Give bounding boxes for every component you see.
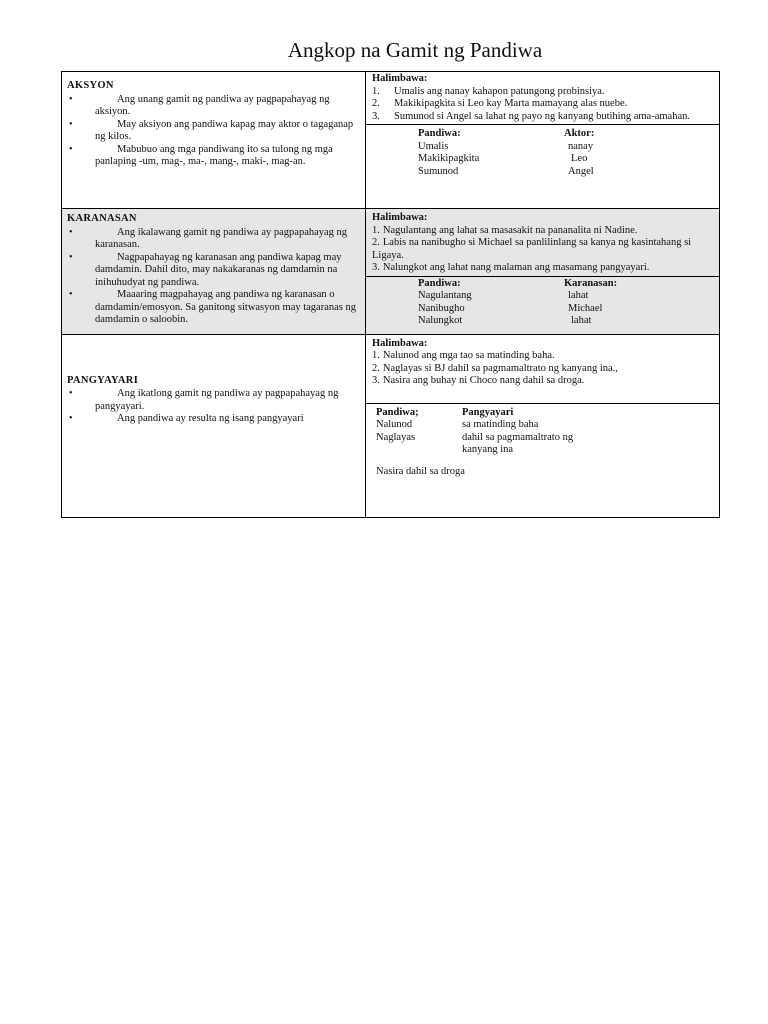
example-item: 1. Nagulantang ang lahat sa masasakit na pananalita ni Nadine. (372, 224, 638, 236)
example-item: 2. Makikipagkita si Leo kay Marta mamayang alas nuebe. (372, 98, 628, 109)
example-heading: Halimbawa: (372, 73, 428, 84)
column-header: Pangyayari (462, 406, 514, 418)
table-row: Sumunod Angel (418, 165, 594, 177)
bullet-item: • Ang ikatlong gamit ng pandiwa ay pagpapahayag ng pangyayari. (67, 388, 359, 413)
table-row: Naglayas dahil sa pagmamaltrato ng kanyang ina (376, 431, 574, 455)
example-block (366, 72, 719, 124)
example-table-wrap (366, 124, 719, 184)
table-row: Nalunod sa matinding baha (376, 419, 539, 430)
category-title: PANGYAYARI (67, 374, 139, 386)
example-table-wrap (366, 276, 719, 334)
bullet-item: • May aksiyon ang pandiwa kapag may aktor o tagaganap ng kilos. (67, 119, 359, 144)
table-row: Nanibugho Michael (418, 302, 603, 314)
column-header: Karanasan: (564, 277, 618, 289)
table-row: Nagulantang lahat (418, 290, 589, 301)
column-header: Pandiwa; (376, 406, 419, 418)
table-row: Umalis nanay (418, 140, 594, 152)
example-cell-karanasan (366, 209, 720, 335)
bullet-item: • Nagpapahayag ng karanasan ang pandiwa kapag may damdamin. Dahil dito, may nakakaranas ng damdamin na inihuhudyat ng pandiwa. (67, 252, 359, 290)
category-title: KARANASAN (67, 213, 137, 224)
table-row: Makikipagkita Leo (418, 153, 588, 164)
page-title: Angkop na Gamit ng Pandiwa (287, 38, 543, 62)
category-cell-pangyayari (62, 334, 366, 517)
row-karanasan (62, 209, 720, 335)
verb-actor-table (418, 128, 594, 178)
table-row: Nalungkot lahat (418, 315, 592, 326)
bullet-item: • Ang ikalawang gamit ng pandiwa ay pagpapahayag ng karanasan. (67, 227, 359, 252)
bullet-item: • Ang pandiwa ay resulta ng isang pangyayari (67, 413, 359, 426)
example-list (372, 86, 713, 124)
bullet-item: • Maaaring magpahayag ang pandiwa ng karanasan o damdamin/emosyon. Sa ganitong sitwasyon may tagaranas ng damdamin o saloobin. (67, 289, 359, 327)
example-item: 3. Nasira ang buhay ni Choco nang dahil sa droga. (372, 375, 585, 386)
example-item: 1. Umalis ang nanay kahapon patungong probinsiya. (372, 85, 605, 97)
category-cell-karanasan (62, 209, 366, 335)
example-cell-pangyayari (366, 334, 720, 517)
verb-event-table (376, 407, 582, 457)
example-item: 2. Labis na nanibugho si Michael sa panlilinlang sa kanya ng kasintahang si Ligaya. (372, 237, 692, 261)
usage-table (61, 71, 720, 518)
example-list (372, 225, 713, 275)
extra-example-line: Nasira dahil sa droga (376, 465, 465, 477)
row-pangyayari (62, 334, 720, 517)
verb-experience-table (418, 278, 617, 328)
example-block (366, 335, 719, 403)
column-header: Pandiwa: (418, 277, 461, 289)
category-title: AKSYON (67, 80, 114, 91)
row-aksyon (62, 72, 720, 209)
category-cell-aksyon (62, 72, 366, 209)
bullet-list (67, 388, 359, 426)
example-heading: Halimbawa: (372, 212, 428, 223)
example-list (372, 350, 713, 388)
example-heading: Halimbawa: (372, 337, 428, 349)
example-block (366, 209, 719, 276)
example-table-wrap (366, 403, 719, 485)
bullet-list (67, 94, 359, 169)
example-item: 3. Sumunod si Angel sa lahat ng payo ng kanyang butihing ama-amahan. (372, 110, 690, 122)
example-cell-aksyon (366, 72, 720, 209)
example-item: 3. Nalungkot ang lahat nang malaman ang masamang pangyayari. (372, 262, 650, 273)
bullet-list (67, 227, 359, 327)
column-header: Pandiwa: (418, 128, 461, 139)
column-header: Aktor: (564, 128, 595, 139)
bullet-item: • Ang unang gamit ng pandiwa ay pagpapahayag ng aksiyon. (67, 94, 359, 119)
bullet-item: • Mabubuo ang mga pandiwang ito sa tulong ng mga panlaping -um, mag-, ma-, mang-, maki-, mag-an. (67, 144, 359, 169)
example-item: 1. Nalunod ang mga tao sa matinding baha. (372, 350, 555, 361)
example-item: 2. Naglayas si BJ dahil sa pagmamaltrato ng kanyang ina., (372, 362, 618, 374)
